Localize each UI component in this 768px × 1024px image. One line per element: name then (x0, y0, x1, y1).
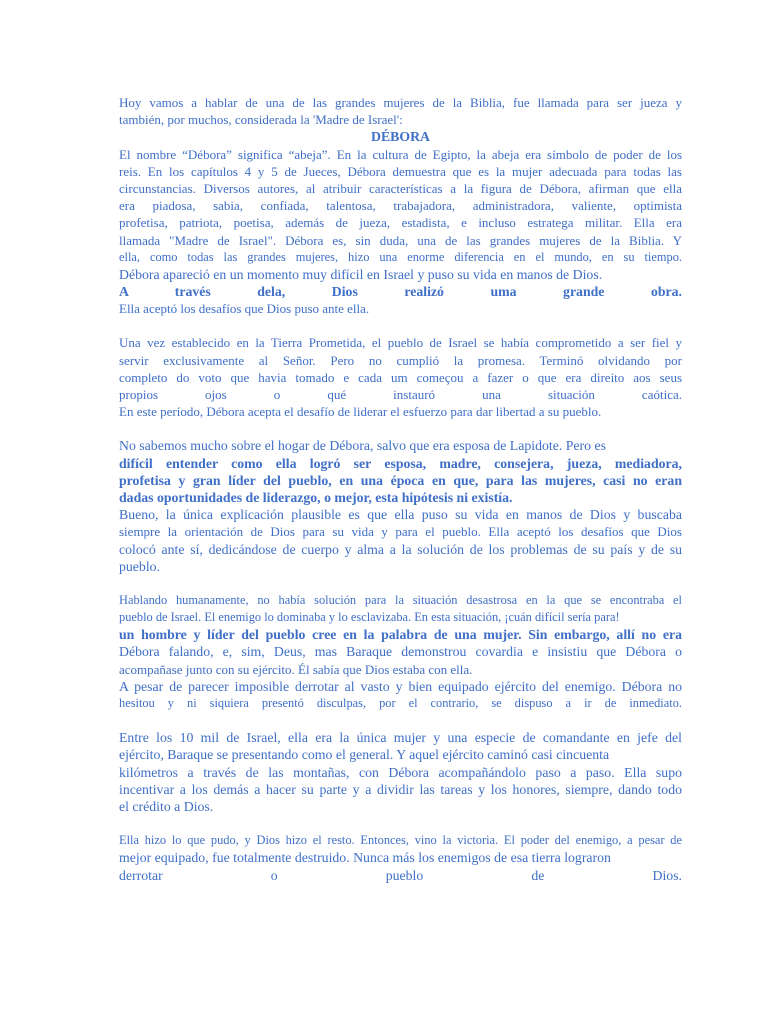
text-line: el crédito a Dios. (119, 798, 214, 814)
document-title: DÉBORA (370, 129, 431, 145)
text-line: servir exclusivamente al Señor. Pero no cumplió la promesa. Terminó olvidando por (119, 352, 682, 368)
text-line: Una vez establecido en la Tierra Prometida, el pueblo de Israel se había comprometido a ser fiel y (119, 335, 682, 351)
text-line: ejército, Baraque se presentando como el general. Y aquel ejército caminó casi cincuenta (119, 747, 610, 763)
paragraph-promised-land (119, 334, 682, 420)
text-line: Ella aceptó los desafíos que Dios puso ante ella. (119, 301, 370, 317)
text-line-bold: difícil entender como ella logró ser esposa, madre, consejera, jueza, mediadora, (119, 455, 682, 471)
paragraph-humanly-speaking (119, 592, 682, 712)
text-line: profetisa, patriota, poetisa, además de jueza, estadista, e incluso estratega militar. Ella era (119, 215, 682, 231)
text-line: Hablando humanamente, no había solución para la situación desastrosa en la que se encontraba el (119, 592, 682, 607)
text-line: circunstancias. Diversos autores, al atribuir características a la figura de Débora, afirman que ella (119, 180, 682, 196)
text-line: hesitou y ni siquiera presentó disculpas, por el contrario, se dispuso a ir de inmediato. (119, 696, 682, 710)
paragraph-home-of-debora (119, 437, 682, 575)
text-line: pueblo. (119, 558, 160, 574)
paragraph-ten-thousand (119, 729, 682, 815)
text-line: reis. En los capítulos 4 y 5 de Jueces, Débora demuestra que es la mujer adecuada para todas las (119, 163, 682, 179)
text-line: Entre los 10 mil de Israel, ella era la única mujer y una especie de comandante en jefe del (119, 730, 682, 746)
text-line: era piadosa, sabia, confiada, talentosa, trabajadora, administradora, valiente, optimista (119, 198, 682, 214)
text-line: Hoy vamos a hablar de una de las grandes mujeres de la Biblia, fue llamada para ser jueza y (119, 95, 682, 110)
text-line: kilómetros a través de las montañas, con Débora acompañándolo paso a paso. Ella supo (119, 764, 682, 780)
paragraph-name-meaning (119, 146, 682, 318)
document-body (119, 94, 682, 884)
text-line: En este período, Débora acepta el desafío de liderar el esfuerzo para dar libertad a su pueblo. (119, 404, 602, 420)
text-line: mejor equipado, fue totalmente destruido. Nunca más los enemigos de esa tierra lograron (119, 850, 611, 866)
paragraph-victory (119, 832, 682, 884)
text-line: completo do voto que havia tomado e cada um começou a fazer o que era direito aos seus (119, 369, 682, 385)
text-line: acompañase junto con su ejército. Él sabía que Dios estaba con ella. (119, 661, 473, 677)
text-line: Débora falando, e, sim, Deus, mas Baraque demonstrou covardia e insistiu que Débora o (119, 644, 682, 660)
text-line: pueblo de Israel. El enemigo lo dominaba y lo esclavizaba. En esta situación, ¡cuán difícil sería para! (119, 610, 620, 625)
text-line-bold: un hombre y líder del pueblo cree en la palabra de una mujer. Sin embargo, allí no era (119, 627, 682, 643)
text-line: incentivar a los demás a hacer su parte y a dividir las tareas y los honores, siempre, dando todo (119, 781, 682, 797)
text-line: A pesar de parecer imposible derrotar al vasto y bien equipado ejército del enemigo. Débora no (119, 678, 682, 694)
text-line: siempre la orientación de Dios para su vida y para el pueblo. Ella aceptó los desafíos que Dios (119, 524, 682, 540)
text-line: Débora apareció en un momento muy difícil en Israel y puso su vida en manos de Dios. (119, 266, 603, 282)
text-line: Ella hizo lo que pudo, y Dios hizo el resto. Entonces, vino la victoria. El poder del enemigo, a pesar de (119, 833, 682, 848)
text-line: colocó ante sí, dedicándose de cuerpo y alma a la solución de los problemas de su país y de su (119, 541, 682, 557)
text-line: llamada "Madre de Israel". Débora es, sin duda, una de las grandes mujeres de la Biblia. Y (119, 232, 682, 248)
text-line-bold: A través dela, Dios realizó uma grande obra. (119, 284, 682, 300)
text-line: propios ojos o qué instauró una situación caótica. (119, 387, 682, 402)
intro-paragraph (119, 94, 682, 128)
text-line-bold: profetisa y gran líder del pueblo, en una época en que, para las mujeres, casi no eran (119, 472, 682, 488)
text-line: ella, como todas las grandes mujeres, hizo una enorme diferencia en el mundo, en su tiempo. (119, 249, 682, 264)
text-line: No sabemos mucho sobre el hogar de Débora, salvo que era esposa de Lapidote. Pero es (119, 438, 606, 454)
text-line-bold: dadas oportunidades de liderazgo, o mejor, esta hipótesis ni existía. (119, 489, 513, 505)
text-line: derrotar o pueblo de Dios. (119, 867, 682, 883)
text-line: Bueno, la única explicación plausible es que ella puso su vida en manos de Dios y buscaba (119, 507, 682, 523)
text-line: también, por muchos, considerada la 'Madre de Israel': (119, 112, 403, 128)
text-line: El nombre “Débora” significa “abeja”. En la cultura de Egipto, la abeja era símbolo de poder de los (119, 146, 682, 162)
